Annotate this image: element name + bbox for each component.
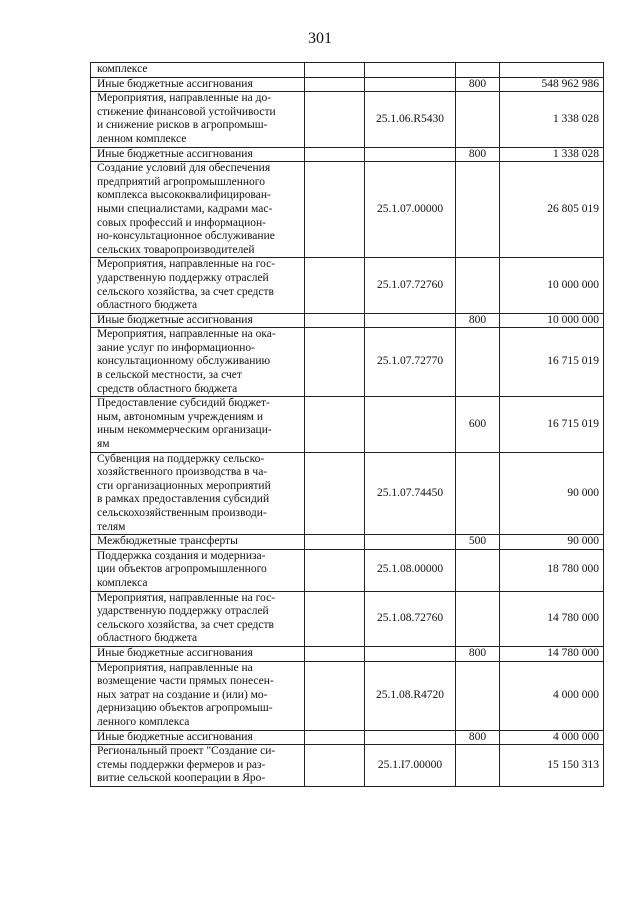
amount-cell: 4 000 000 — [500, 661, 604, 730]
table-row — [91, 549, 604, 591]
table-row — [91, 162, 604, 258]
table-row — [91, 313, 604, 328]
target-code-cell: 25.1.08.R4720 — [365, 661, 456, 730]
expense-type-cell — [456, 92, 500, 147]
target-code-cell: 25.1.07.72770 — [365, 328, 456, 397]
table-row — [91, 147, 604, 162]
expense-type-cell: 600 — [456, 397, 500, 452]
expense-type-cell — [456, 452, 500, 535]
table-row — [91, 661, 604, 730]
item-name-cell: Поддержка создания и модерниза- ции объектов агропромышленного комплекса — [91, 549, 305, 591]
empty-cell — [305, 730, 365, 745]
item-name-cell: Иные бюджетные ассигнования — [91, 313, 305, 328]
item-name-cell: Создание условий для обеспечения предприятий агропромышленного комплекса высококвалифицирован- ными специалистами, кадрами мас- совых профессий и информацион- но-консультационное обслуживание сельских товаропроизводителей — [91, 162, 305, 258]
target-code-cell — [365, 77, 456, 92]
empty-cell — [305, 452, 365, 535]
target-code-cell — [365, 397, 456, 452]
expense-type-cell: 800 — [456, 730, 500, 745]
amount-cell: 26 805 019 — [500, 162, 604, 258]
item-name-cell: Мероприятия, направленные на гос- ударственную поддержку отраслей сельского хозяйства, за счет средств областного бюджета — [91, 591, 305, 646]
expense-type-cell — [456, 63, 500, 78]
table-row — [91, 258, 604, 313]
budget-table-body — [91, 63, 604, 787]
item-name-cell: Межбюджетные трансферты — [91, 535, 305, 550]
target-code-cell — [365, 730, 456, 745]
empty-cell — [305, 535, 365, 550]
target-code-cell — [365, 535, 456, 550]
empty-cell — [305, 147, 365, 162]
empty-cell — [305, 63, 365, 78]
empty-cell — [305, 549, 365, 591]
target-code-cell: 25.1.08.00000 — [365, 549, 456, 591]
expense-type-cell — [456, 591, 500, 646]
amount-cell: 90 000 — [500, 535, 604, 550]
target-code-cell: 25.1.I7.00000 — [365, 745, 456, 787]
target-code-cell: 25.1.07.00000 — [365, 162, 456, 258]
amount-cell: 1 338 028 — [500, 147, 604, 162]
target-code-cell: 25.1.08.72760 — [365, 591, 456, 646]
amount-cell: 10 000 000 — [500, 313, 604, 328]
item-name-cell: Мероприятия, направленные на ока- зание услуг по информационно- консультационному обслуживанию в сельской местности, за счет средств областного бюджета — [91, 328, 305, 397]
empty-cell — [305, 397, 365, 452]
amount-cell: 16 715 019 — [500, 397, 604, 452]
amount-cell: 90 000 — [500, 452, 604, 535]
expense-type-cell — [456, 549, 500, 591]
empty-cell — [305, 646, 365, 661]
amount-cell: 1 338 028 — [500, 92, 604, 147]
expense-type-cell: 800 — [456, 313, 500, 328]
table-row — [91, 77, 604, 92]
table-row — [91, 328, 604, 397]
table-row — [91, 397, 604, 452]
target-code-cell — [365, 63, 456, 78]
table-row — [91, 92, 604, 147]
expense-type-cell — [456, 661, 500, 730]
target-code-cell — [365, 313, 456, 328]
expense-type-cell: 800 — [456, 147, 500, 162]
item-name-cell: Мероприятия, направленные на до- стижение финансовой устойчивости и снижение рисков в агропромыш- ленном комплексе — [91, 92, 305, 147]
table-row — [91, 591, 604, 646]
amount-cell: 18 780 000 — [500, 549, 604, 591]
empty-cell — [305, 258, 365, 313]
amount-cell: 14 780 000 — [500, 646, 604, 661]
item-name-cell: Субвенция на поддержку сельско- хозяйственного производства в ча- сти организационных мероприятий в рамках предоставления субсидий сельскохозяйственным производи- телям — [91, 452, 305, 535]
table-row — [91, 745, 604, 787]
empty-cell — [305, 77, 365, 92]
amount-cell: 10 000 000 — [500, 258, 604, 313]
empty-cell — [305, 745, 365, 787]
target-code-cell — [365, 646, 456, 661]
amount-cell: 15 150 313 — [500, 745, 604, 787]
table-row — [91, 535, 604, 550]
amount-cell: 548 962 986 — [500, 77, 604, 92]
table-row — [91, 646, 604, 661]
expense-type-cell — [456, 162, 500, 258]
empty-cell — [305, 591, 365, 646]
budget-table — [90, 62, 604, 787]
empty-cell — [305, 328, 365, 397]
item-name-cell: Предоставление субсидий бюджет- ным, автономным учреждениям и иным некоммерческим организаци- ям — [91, 397, 305, 452]
amount-cell — [500, 63, 604, 78]
target-code-cell: 25.1.07.72760 — [365, 258, 456, 313]
target-code-cell: 25.1.06.R5430 — [365, 92, 456, 147]
empty-cell — [305, 313, 365, 328]
target-code-cell — [365, 147, 456, 162]
item-name-cell: Иные бюджетные ассигнования — [91, 646, 305, 661]
item-name-cell: Мероприятия, направленные на возмещение части прямых понесен- ных затрат на создание и (или) мо- дернизацию объектов агропромыш- ленного комплекса — [91, 661, 305, 730]
expense-type-cell: 500 — [456, 535, 500, 550]
amount-cell: 16 715 019 — [500, 328, 604, 397]
amount-cell: 14 780 000 — [500, 591, 604, 646]
expense-type-cell: 800 — [456, 646, 500, 661]
empty-cell — [305, 661, 365, 730]
item-name-cell: комплексе — [91, 63, 305, 78]
table-row — [91, 452, 604, 535]
expense-type-cell — [456, 328, 500, 397]
table-row — [91, 730, 604, 745]
empty-cell — [305, 162, 365, 258]
item-name-cell: Иные бюджетные ассигнования — [91, 77, 305, 92]
item-name-cell: Иные бюджетные ассигнования — [91, 147, 305, 162]
page-number: 301 — [308, 30, 332, 47]
amount-cell: 4 000 000 — [500, 730, 604, 745]
expense-type-cell: 800 — [456, 77, 500, 92]
item-name-cell: Иные бюджетные ассигнования — [91, 730, 305, 745]
item-name-cell: Региональный проект "Создание си- стемы поддержки фермеров и раз- витие сельской кооперации в Яро- — [91, 745, 305, 787]
table-row — [91, 63, 604, 78]
expense-type-cell — [456, 258, 500, 313]
target-code-cell: 25.1.07.74450 — [365, 452, 456, 535]
empty-cell — [305, 92, 365, 147]
item-name-cell: Мероприятия, направленные на гос- ударственную поддержку отраслей сельского хозяйства, за счет средств областного бюджета — [91, 258, 305, 313]
expense-type-cell — [456, 745, 500, 787]
